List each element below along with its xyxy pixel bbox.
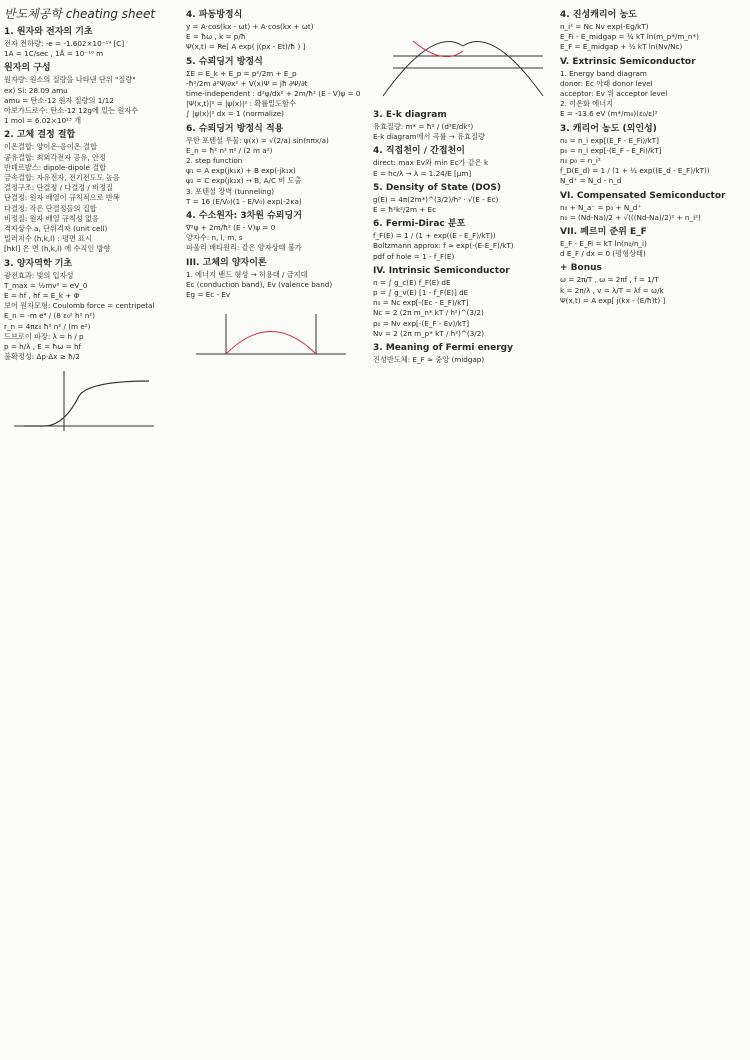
note-line: 전자 전하량: -e = -1.602×10⁻¹⁹ [C] [4, 39, 125, 48]
note-line: Ψ(x,t) = Re[ A exp( j(px - Et)/ħ ) ] [186, 42, 306, 52]
note-line: ∇²ψ + 2m/ħ² (E - V)ψ = 0 [186, 223, 276, 233]
section-heading: 4. 직접천이 / 간접천이 [373, 146, 465, 157]
note-line: p₀ = Nv exp[-(E_F - Ev)/kT] [373, 318, 470, 328]
potential-well-sketch [186, 304, 356, 364]
column-2 [182, 0, 367, 1060]
note-line: ω = 2π/T , ω = 2πf , f = 1/T [560, 275, 659, 285]
section-heading: 3. Meaning of Fermi energy [373, 343, 513, 354]
note-line: 양자수: n, l, m, s [186, 233, 243, 243]
note-line: 1A = 1C/sec , 1Å = 10⁻¹⁰ m [4, 49, 104, 59]
note-line: 이온결합: 양이온-음이온 결합 [4, 142, 97, 152]
note-line: E_F - E_Fi = kT ln(n₀/n_i) [560, 239, 647, 249]
note-line: E_n = ħ² n² π² / (2 m a²) [186, 145, 273, 155]
note-line: 1. Energy band diagram [560, 68, 647, 78]
note-line: k = 2π/λ , v = λ/T = λf = ω/k [560, 285, 664, 295]
note-line: 2. step function [186, 156, 243, 166]
note-line: 1 mol = 6.02×10²³ 개 [4, 116, 82, 126]
note-line: Eg = Ec - Ev [186, 290, 231, 300]
note-line: 격자상수 a, 단위격자 (unit cell) [4, 224, 108, 234]
note-line: n₀ = (Nd-Na)/2 + √(((Nd-Na)/2)² + n_i²) [560, 212, 701, 222]
note-line: 다결정: 작은 단결정들의 집합 [4, 203, 97, 213]
note-line: 결정구조: 단결정 / 다결정 / 비정질 [4, 183, 113, 193]
note-line: -ħ²/2m ∂²Ψ/∂x² + V(x)Ψ = jħ ∂Ψ/∂t [186, 78, 308, 88]
note-line: [hkl] 은 면 (h,k,l) 에 수직인 방향 [4, 244, 111, 254]
section-heading: VII. 페르미 준위 E_F [560, 227, 647, 238]
section-heading: 6. Fermi-Dirac 분포 [373, 219, 466, 230]
column-3-content [373, 109, 550, 365]
note-line: T = 16 (E/V₀)(1 - E/V₀) exp(-2κa) [186, 196, 302, 206]
note-line: E = hc/λ → λ = 1.24/E [μm] [373, 168, 472, 178]
note-line: E = ħ²k²/2m + Ec [373, 205, 437, 215]
note-line: 금속결합: 자유전자, 전기전도도 높음 [4, 173, 120, 183]
section-heading: V. Extrinsic Semiconductor [560, 56, 696, 67]
note-line: n₀ p₀ = n_i² [560, 156, 601, 166]
note-line: p = ∫ g_v(E) [1 - f_F(E)] dE [373, 288, 469, 298]
note-line: pdf of hole = 1 - f_F(E) [373, 251, 455, 261]
note-line: d E_F / dx = 0 (평형상태) [560, 249, 646, 259]
column-4 [556, 0, 748, 1060]
note-line: 2. 이온화 에너지 [560, 99, 614, 109]
note-line: ΣE = E_k + E_p = p²/2m + E_p [186, 68, 297, 78]
note-line: N_d⁺ = N_d - n_d [560, 176, 622, 186]
note-line: y = A·cos(kx - ωt) + A·cos(kx + ωt) [186, 22, 314, 31]
section-heading: IV. Intrinsic Semiconductor [373, 265, 510, 276]
note-line: T_max = ½mv² = eV_0 [4, 280, 88, 290]
section-heading: 4. 수소원자: 3차원 슈뢰딩거 [186, 211, 302, 222]
note-line: E = ħω , k = p/ħ [186, 32, 246, 42]
section-heading: 6. 슈뢰딩거 방정식 적용 [186, 123, 284, 134]
note-line: 드브로이 파장: λ = h / p [4, 331, 84, 341]
note-line: n = ∫ g_c(E) f_F(E) dE [373, 277, 451, 287]
note-line: f_F(E) = 1 / (1 + exp((E - E_F)/kT)) [373, 231, 496, 241]
note-line: 불확정성: Δp·Δx ≥ ħ/2 [4, 352, 80, 362]
note-line: ex) Si: 28.09 amu [4, 85, 68, 95]
note-line: n₀ + N_a⁻ = p₀ + N_d⁺ [560, 202, 642, 212]
note-line: 아보가드로수: 탄소-12 12g에 있는 원자수 [4, 106, 139, 116]
note-line: |Ψ(x,t)|² = |ψ(x)|² : 확률밀도함수 [186, 99, 296, 109]
column-1-content [4, 26, 176, 362]
note-line: ψ₂ = C exp(jk₂x) → B, A/C 비 도출 [186, 176, 302, 186]
section-heading: 3. 캐리어 농도 (외인성) [560, 123, 657, 134]
note-line: E_Fi - E_midgap = ¾ kT ln(m_p*/m_n*) [560, 32, 699, 42]
section-heading: 3. E-k diagram [373, 110, 447, 120]
section-heading: VI. Compensated Semiconductor [560, 190, 726, 201]
note-line: E = -13.6 eV (m*/m₀)(ε₀/ε)² [560, 109, 658, 119]
note-line: 1. 에너지 밴드 형성 → 허용대 / 금지대 [186, 269, 308, 279]
note-line: n_i² = Nc Nv exp(-Eg/kT) [560, 22, 649, 31]
note-line: 공유결합: 최외각전자 공유, 안정 [4, 152, 106, 162]
note-line: time-independent : d²ψ/dx² + 2m/ħ² (E - V)ψ = 0 [186, 89, 361, 99]
note-line: 무한 포텐셜 우물: ψ(x) = √(2/a) sin(nπx/a) [186, 135, 329, 145]
note-line: 3. 포텐셜 장벽 (tunneling) [186, 186, 275, 196]
note-line: E_n = -m e⁴ / (8 ε₀² h² n²) [4, 311, 96, 321]
section-heading: 3. 양자역학 기초 [4, 258, 73, 269]
note-line: 보어 원자모형: Coulomb force = centripetal [4, 301, 155, 311]
note-line: 밀러지수 (h,k,l) : 평면 표시 [4, 234, 92, 244]
note-line: E_F = E_midgap + ½ kT ln(Nv/Nc) [560, 42, 683, 52]
column-4-content [560, 9, 744, 306]
note-line: amu = 탄소-12 원자 질량의 1/12 [4, 95, 114, 105]
column-3 [369, 0, 554, 1060]
note-line: n₀ = Nc exp[-(Ec - E_F)/kT] [373, 298, 469, 308]
iv-curve-sketch [4, 366, 164, 436]
section-heading: III. 고체의 양자이론 [186, 257, 267, 268]
section-heading: 2. 고체 결정 결합 [4, 130, 76, 141]
section-heading: 4. 파동방정식 [186, 10, 243, 20]
note-line: Nv = 2 (2π m_p* kT / h²)^(3/2) [373, 328, 485, 338]
note-line: g(E) = 4π(2m*)^(3/2)/h³ · √(E - Ec) [373, 194, 499, 204]
column-1 [0, 0, 180, 1060]
note-line: Ec (conduction band), Ev (valence band) [186, 279, 333, 289]
note-line: E = hf , hf = E_k + Φ [4, 291, 80, 301]
energy-band-sketch [373, 6, 548, 106]
note-line: direct: max Ev와 min Ec가 같은 k [373, 158, 489, 168]
note-line: 진성반도체: E_F ≈ 중앙 (midgap) [373, 355, 485, 365]
note-line: n₀ = n_i exp[(E_F - E_Fi)/kT] [560, 135, 659, 145]
column-2-content [186, 9, 363, 300]
note-line: Nc = 2 (2π m_n* kT / h²)^(3/2) [373, 308, 484, 318]
note-line: 원자량: 원소의 질량을 나타낸 단위 "질량" [4, 75, 136, 85]
note-line: Boltzmann approx: f ≈ exp(-(E-E_F)/kT) [373, 241, 514, 251]
note-line: E-k diagram에서 곡률 → 유효질량 [373, 132, 485, 142]
note-line: p₀ = n_i exp[-(E_F - E_Fi)/kT] [560, 145, 662, 155]
note-line: Ψ(x,t) = A exp[ j(kx - (E/ħ)t) ] [560, 295, 666, 305]
note-line: 비정질: 원자 배열 규칙성 없음 [4, 213, 99, 223]
note-line: ∫ |ψ(x)|² dx = 1 (normalize) [186, 109, 284, 119]
page-title: 반도체공학 cheating sheet [4, 7, 156, 21]
note-line: p = h/λ , E = ħω = hf [4, 342, 82, 352]
note-line: r_n = 4πε₀ ħ² n² / (m e²) [4, 321, 91, 331]
note-line: 반데르발스: dipole-dipole 결합 [4, 162, 107, 172]
section-heading: 1. 원자와 전자의 기초 [4, 27, 93, 37]
section-heading: 5. Density of State (DOS) [373, 182, 501, 193]
section-heading: 5. 슈뢰딩거 방정식 [186, 56, 263, 67]
section-heading: 4. 진성캐리어 농도 [560, 10, 637, 20]
section-heading: 원자의 구성 [4, 63, 51, 74]
note-line: acceptor: Ev 위 acceptor level [560, 89, 668, 99]
note-line: f_D(E_d) = 1 / (1 + ½ exp((E_d - E_F)/kT)) [560, 166, 710, 176]
section-heading: + Bonus [560, 263, 602, 274]
note-line: 광전효과: 빛의 입자성 [4, 270, 74, 280]
note-line: 단결정: 원자 배열이 규칙적으로 반복 [4, 193, 120, 203]
note-line: 유효질량: m* = ħ² / (d²E/dk²) [373, 122, 474, 131]
note-line: ψ₁ = A exp(jk₁x) + B exp(-jk₁x) [186, 166, 296, 176]
note-line: 파울리 배타원리: 같은 양자상태 불가 [186, 243, 302, 253]
note-line: donor: Ec 아래 donor level [560, 78, 653, 88]
